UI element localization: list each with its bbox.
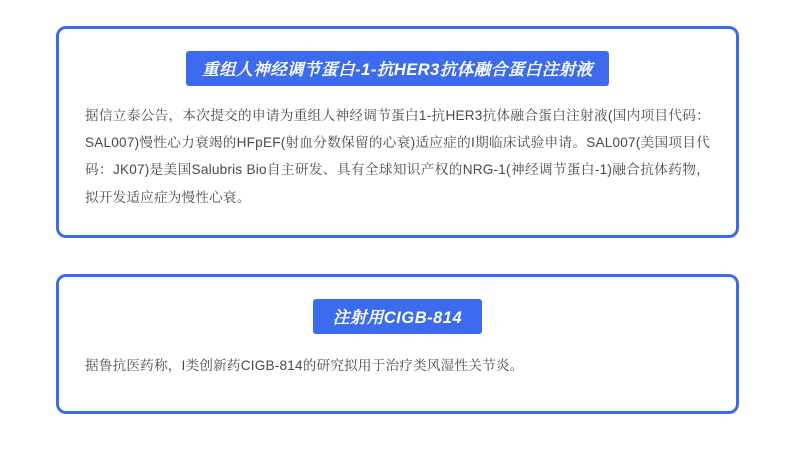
card-1-title-wrap bbox=[85, 51, 710, 86]
card-1-title: 重组人神经调节蛋白-1-抗HER3抗体融合蛋白注射液 bbox=[186, 51, 609, 86]
card-2-title-wrap bbox=[85, 299, 710, 334]
drug-card-1 bbox=[56, 26, 739, 238]
card-2-title: 注射用CIGB-814 bbox=[313, 299, 482, 334]
card-1-body: 据信立泰公告，本次提交的申请为重组人神经调节蛋白1-抗HER3抗体融合蛋白注射液(国内项目代码： SAL007)慢性心力衰竭的HFpEF(射血分数保留的心衰)适应症的I期临床试验申请。SAL007(美国项目代码：JK07)是美国Salubris Bio自主研发、具有全球知识产权的NRG-1(神经调节蛋白-1)融合抗体药物，拟开发适应症为慢性心衰。 bbox=[85, 108, 710, 205]
card-2-body: 据鲁抗医药称，I类创新药CIGB-814的研究拟用于治疗类风湿性关节炎。 bbox=[85, 357, 524, 373]
drug-card-2 bbox=[56, 274, 739, 414]
